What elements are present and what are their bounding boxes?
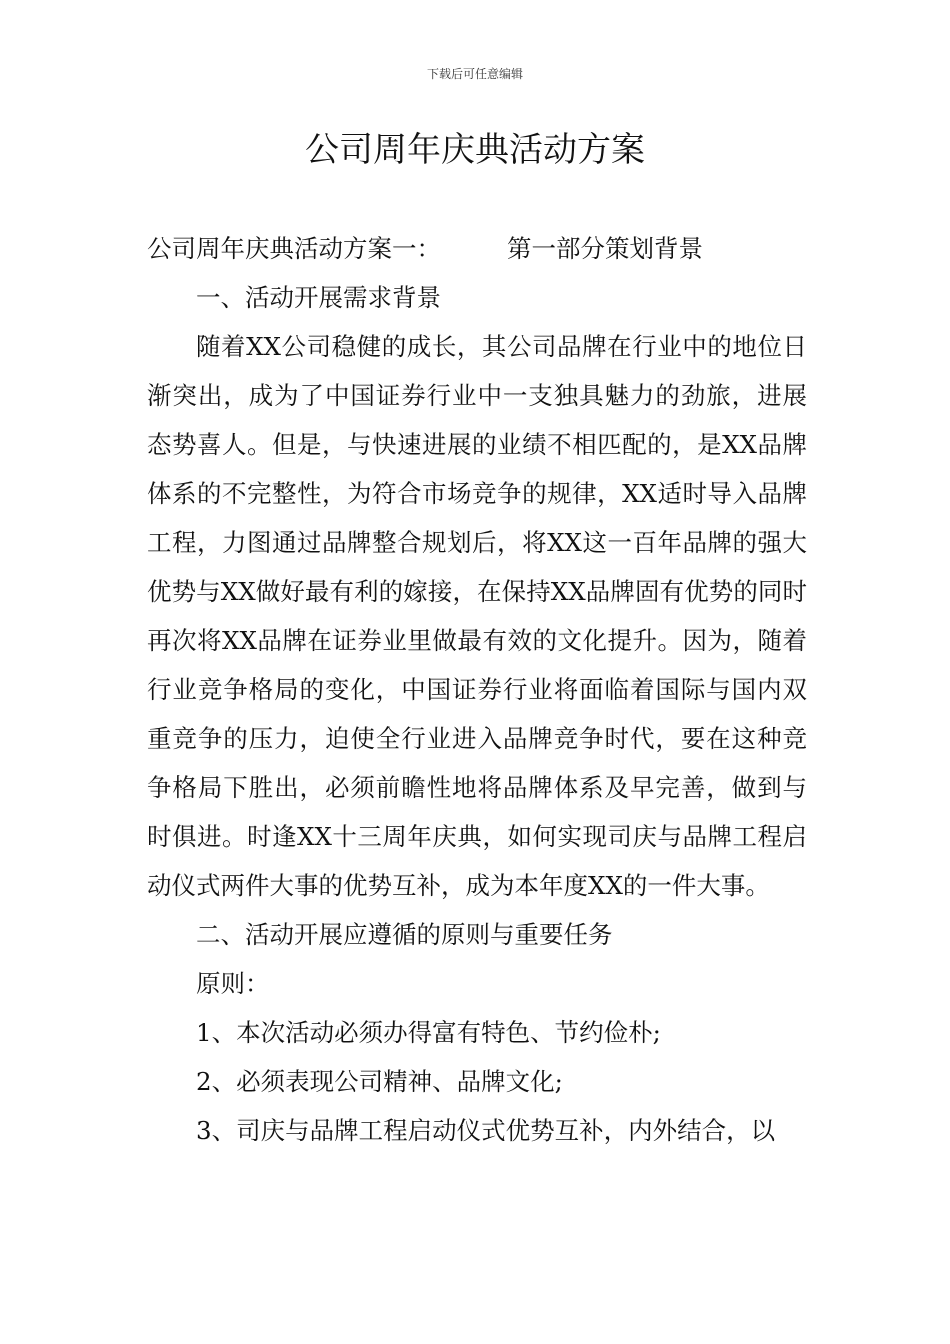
principles-label: 原则： [196,969,270,998]
section1-heading: 一、活动开展需求背景 [196,283,441,312]
intro-line [147,224,807,273]
section1-paragraph: 随着XX公司稳健的成长，其公司品牌在行业中的地位日渐突出，成为了中国证券行业中一支独具魅力的劲旅，进展态势喜人。但是，与快速进展的业绩不相匹配的，是XX品牌体系的不完整性，为符合市场竞争的规律，XX适时导入品牌工程，力图通过品牌整合规划后，将XX这一百年品牌的强大优势与XX做好最有利的嫁接，在保持XX品牌固有优势的同时再次将XX品牌在证券业里做最有效的文化提升。因为，随着行业竞争格局的变化，中国证券行业将面临着国际与国内双重竞争的压力，迫使全行业进入品牌竞争时代，要在这种竞争格局下胜出，必须前瞻性地将品牌体系及早完善，做到与时俱进。时逢XX十三周年庆典，如何实现司庆与品牌工程启动仪式两件大事的优势互补，成为本年度XX的一件大事。 [147,332,807,900]
header-note: 下载后可任意编辑 [426,67,523,81]
intro-right: 第一部分策划背景 [507,234,703,263]
intro-left: 公司周年庆典活动方案一： [147,234,441,263]
principle-item: 3、司庆与品牌工程启动仪式优势互补，内外结合，以 [196,1116,776,1145]
section2-heading: 二、活动开展应遵循的原则与重要任务 [196,920,613,949]
document-title: 公司周年庆典活动方案 [305,130,645,170]
principle-item: 2、必须表现公司精神、品牌文化; [196,1067,563,1096]
principle-item: 1、本次活动必须办得富有特色、节约俭朴; [196,1018,661,1047]
document-body [147,224,807,1155]
